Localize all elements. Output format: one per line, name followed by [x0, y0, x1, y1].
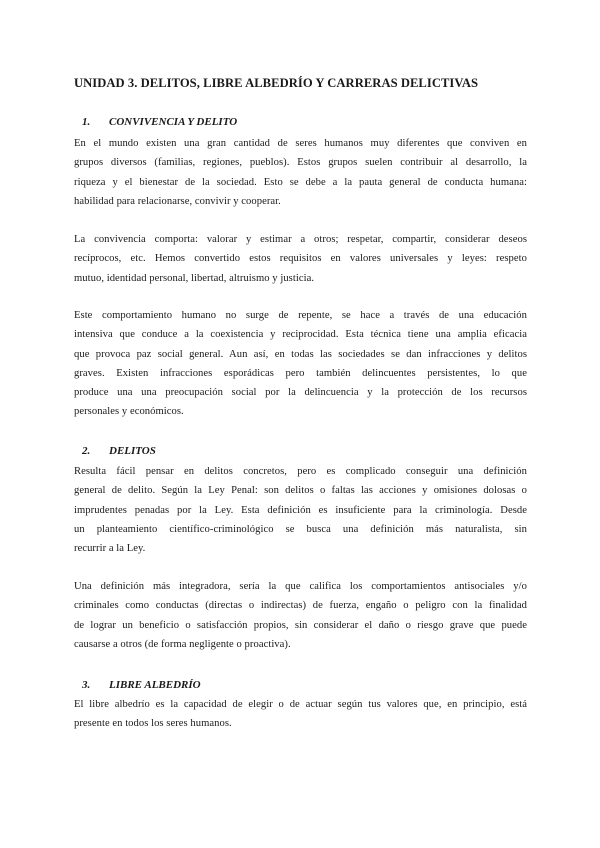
section-number: 1.	[82, 116, 91, 128]
text-line: En el mundo existen una gran cantidad de seres humanos muy diferentes que conviven en	[74, 138, 527, 149]
text-line: La convivencia comporta: valorar y estimar a otros; respetar, compartir, considerar deseos	[74, 234, 527, 245]
text-line: recurrir a la Ley.	[74, 543, 146, 555]
document-title: UNIDAD 3. DELITOS, LIBRE ALBEDRÍO Y CARRERAS DELICTIVAS	[74, 76, 479, 90]
paragraph	[74, 695, 527, 734]
section-title: CONVIVENCIA Y DELITO	[109, 116, 238, 128]
text-line: produce una una preocupación social por la delincuencia y la protección de los recursos	[74, 387, 527, 399]
text-line: imprudentes penadas por la Ley. Esta definición es insuficiente para la criminología. Desde	[74, 504, 527, 516]
text-line: recíprocos, etc. Hemos convertido estos requisitos en valores universales y leyes: respeto	[74, 253, 527, 265]
text-line: riqueza y el bienestar de la sociedad. Esto se debe a la pauta general de conducta humana:	[74, 176, 527, 188]
section-heading-convivencia	[82, 116, 237, 128]
text-line: personales y económicos.	[74, 406, 184, 418]
text-line: grupos diversos (familias, regiones, pueblos). Estos grupos suelen contribuir al desarrollo, la	[74, 157, 527, 169]
text-line: habilidad para relacionarse, convivir y cooperar.	[74, 195, 281, 207]
section-title: LIBRE ALBEDRÍO	[109, 679, 201, 691]
text-line: Una definición más integradora, sería la que califica los comportamientos antisociales y/o	[74, 581, 527, 592]
section-title: DELITOS	[109, 445, 156, 457]
section-number: 2.	[82, 445, 91, 457]
text-line: causarse a otros (de forma negligente o proactiva).	[74, 638, 291, 650]
text-line: Resulta fácil pensar en delitos concretos, pero es complicado conseguir una definición	[74, 466, 527, 477]
text-line: El libre albedrío es la capacidad de elegir o de actuar según tus valores que, en principio, está	[74, 699, 527, 710]
text-line: un planteamiento científico-criminológico se busca una definición más naturalista, sin	[74, 523, 527, 535]
paragraph	[74, 577, 527, 654]
paragraph	[74, 134, 527, 211]
text-line: mutuo, identidad personal, libertad, altruismo y justicia.	[74, 272, 315, 284]
section-heading-libre-albedrio	[82, 679, 201, 691]
text-line: intensiva que conduce a la coexistencia y reciprocidad. Esta técnica tiene una amplia eficacia	[74, 329, 527, 341]
text-line: de lograr un beneficio o satisfacción propios, sin considerar el daño o riesgo grave que puede	[74, 619, 527, 631]
paragraph	[74, 462, 527, 558]
text-line: presente en todos los seres humanos.	[74, 718, 232, 730]
section-number: 3.	[82, 679, 91, 691]
text-line: general de delito. Según la Ley Penal: son delitos o faltas las acciones y omisiones dolosas o	[74, 485, 527, 497]
text-line: graves. Existen infracciones esporádicas pero también delincuentes persistentes, lo que	[74, 367, 527, 379]
text-line: Este comportamiento humano no surge de repente, se hace a través de una educación	[74, 310, 527, 321]
text-line: que provoca paz social general. Aun así, en todas las sociedades se dan infracciones y delitos	[74, 348, 527, 360]
paragraph	[74, 230, 527, 288]
section-heading-delitos	[82, 445, 156, 457]
text-line: criminales como conductas (directas o indirectas) de fuerza, engaño o peligro con la finalidad	[74, 600, 527, 612]
paragraph	[74, 306, 527, 422]
